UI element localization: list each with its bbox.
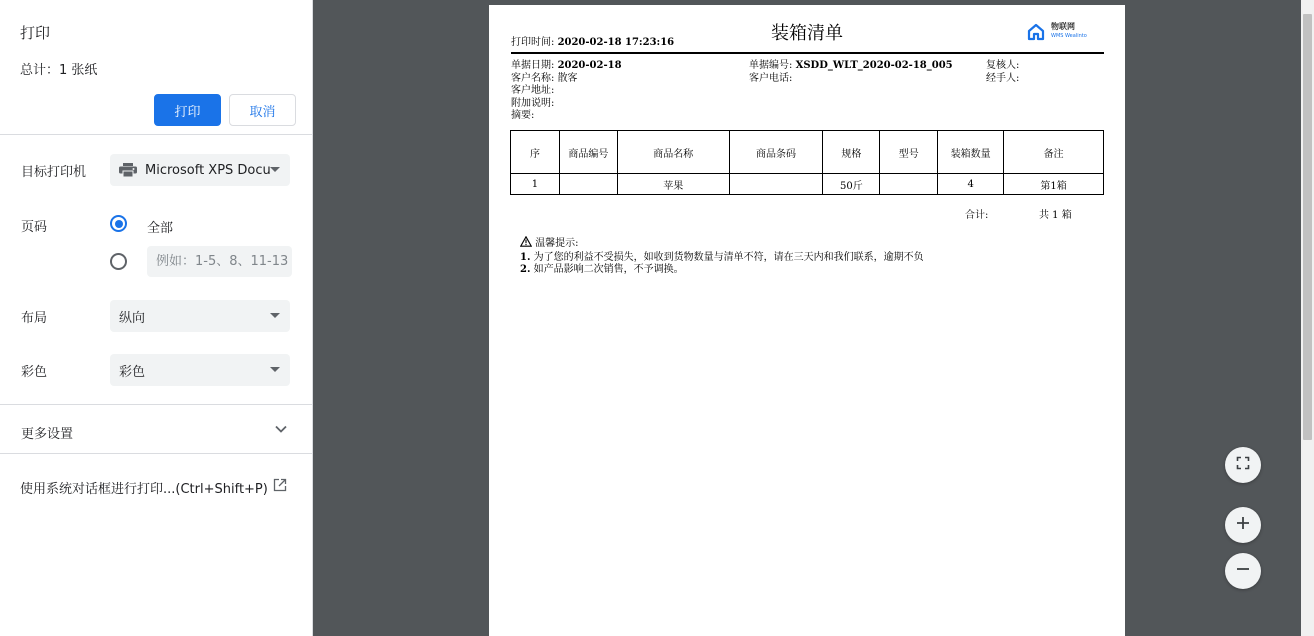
customer-name-label: 客户名称: [511,72,555,84]
color-label: 彩色 [21,365,48,380]
more-settings-toggle[interactable] [0,406,312,454]
table-cell [880,174,938,195]
color-value: 彩色 [119,364,146,380]
warning-icon [520,236,532,252]
chevron-down-icon [270,313,280,318]
table-header-cell: 商品编号 [559,131,617,174]
tip-number: 2. [520,264,531,275]
tips-title: 温馨提示: [535,238,579,249]
table-header-cell: 商品名称 [617,131,729,174]
open-in-new-icon [273,478,287,496]
order-no-label: 单据编号: [749,60,793,71]
table-cell [559,174,617,195]
print-time-value: 2020-02-18 17:23:16 [557,37,675,48]
print-time-label: 打印时间: [511,37,555,48]
table-header-cell: 备注 [1004,131,1104,174]
handler-label: 经手人: [986,72,1020,84]
preview-scrollbar[interactable] [1301,0,1314,636]
customer-phone-label: 客户电话: [749,72,793,84]
table-cell: 50斤 [823,174,880,195]
chevron-down-icon [270,167,280,172]
table-row [511,174,1104,195]
table-header-cell: 型号 [880,131,938,174]
logo-house-icon [1027,23,1045,41]
pages-all-radio[interactable] [110,215,127,232]
preview-page [489,5,1125,636]
printer-icon [119,163,137,177]
table-header-cell: 序 [511,131,560,174]
zoom-out-button[interactable] [1225,553,1261,589]
zoom-in-button[interactable] [1225,507,1261,543]
table-cell: 4 [938,174,1004,195]
order-date-value: 2020-02-18 [557,60,622,71]
pages-label: 页码 [21,220,48,235]
header-divider [511,52,1104,54]
layout-label: 布局 [21,311,48,326]
table-header-cell: 商品条码 [729,131,823,174]
print-button[interactable]: 打印 [154,94,221,126]
tip-1: 为了您的利益不受损失，如收到货物数量与清单不符，请在三天内和我们联系，逾期不负 [533,251,924,263]
table-header-row [511,131,1104,174]
fit-to-page-button[interactable] [1225,447,1261,483]
total-value: 共 1 箱 [1039,210,1072,221]
cancel-button[interactable]: 取消 [229,94,296,126]
table-cell: 苹果 [617,174,729,195]
logo-subtitle: WMS Wealinto [1051,33,1087,39]
table-cell: 第1箱 [1004,174,1104,195]
zoom-in-icon [1236,516,1250,534]
logo-brand: 物联网 [1051,22,1075,31]
system-dialog-label: 使用系统对话框进行打印...(Ctrl+Shift+P) [20,482,268,497]
tip-number: 1. [520,251,531,263]
panel-header [0,0,312,135]
reviewer-label: 复核人: [986,60,1020,71]
zoom-out-icon [1236,562,1250,580]
tip-2: 如产品影响二次销售，不予调换。 [533,264,684,275]
tips-section [520,236,924,277]
layout-value: 纵向 [119,310,146,326]
print-settings-panel [0,0,313,636]
order-info-middle [749,60,953,85]
packing-table [510,130,1104,195]
system-dialog-link[interactable] [0,455,312,515]
order-date-label: 单据日期: [511,60,555,71]
chevron-down-icon [270,367,280,372]
scrollbar-thumb[interactable] [1303,14,1312,440]
fit-to-page-icon [1236,456,1250,474]
order-info-left [511,60,622,123]
total-label: 合计: [965,210,989,221]
table-header-cell: 规格 [823,131,880,174]
table-header-cell: 装箱数量 [938,131,1004,174]
pages-custom-radio[interactable] [110,253,127,270]
color-select[interactable] [110,354,290,386]
additional-note-label: 附加说明: [511,97,555,109]
destination-value: Microsoft XPS Docu [145,162,271,178]
order-info-right [986,60,1019,85]
layout-select[interactable] [110,300,290,332]
print-time [511,33,674,48]
summary-label: 摘要: [511,110,535,121]
table-cell: 1 [511,174,560,195]
table-cell [729,174,823,195]
settings-section [0,135,312,405]
panel-title: 打印 [20,24,51,42]
sheet-count: 总计：1 张纸 [20,63,98,78]
pages-all-label: 全部 [147,221,174,236]
pages-custom-input[interactable] [147,246,292,277]
customer-address-label: 客户地址: [511,85,555,96]
destination-label: 目标打印机 [21,165,87,180]
company-logo [1027,21,1102,43]
more-settings-label: 更多设置 [21,427,74,442]
customer-name-value: 散客 [557,72,578,84]
document-title: 装箱清单 [771,23,843,44]
destination-select[interactable] [110,154,290,186]
order-no-value: XSDD_WLT_2020-02-18_005 [795,60,953,71]
chevron-down-icon [274,422,288,440]
